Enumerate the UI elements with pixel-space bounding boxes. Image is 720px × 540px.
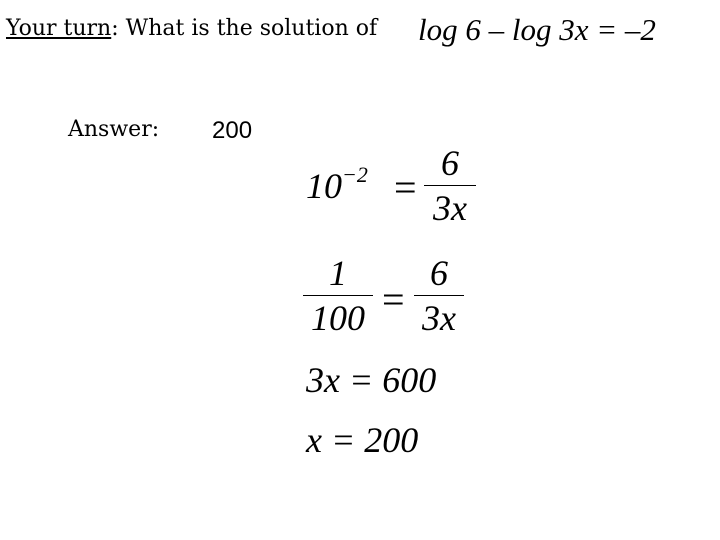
step2-lhs-numerator: 1: [329, 253, 347, 293]
your-turn-label: Your turn: [6, 16, 112, 41]
step2-rhs-numerator: 6: [430, 253, 448, 293]
step1-base: 10: [306, 166, 342, 206]
answer-value: 200: [212, 117, 253, 144]
question-text: : What is the solution of: [111, 16, 378, 41]
step1-numerator: 6: [441, 143, 459, 183]
step2-equals: =: [382, 277, 405, 322]
step2-rhs-denominator: 3x: [422, 298, 456, 338]
question-equation: log 6 – log 3x = –2: [418, 12, 656, 47]
step1-fraction: [424, 145, 476, 226]
step2-lhs-denominator: 100: [311, 298, 365, 338]
step1-denominator: 3x: [433, 188, 467, 228]
step3-equation: 3x = 600: [306, 360, 437, 400]
step1-exponent: −2: [342, 162, 368, 187]
question-heading: [6, 16, 377, 41]
step1-lhs: [306, 162, 368, 206]
step2-rhs-fraction: [414, 255, 464, 336]
step2-lhs-fraction: [303, 255, 373, 336]
step1-equals: =: [394, 165, 417, 210]
step4-equation: x = 200: [306, 420, 419, 460]
answer-label: Answer:: [68, 117, 160, 142]
